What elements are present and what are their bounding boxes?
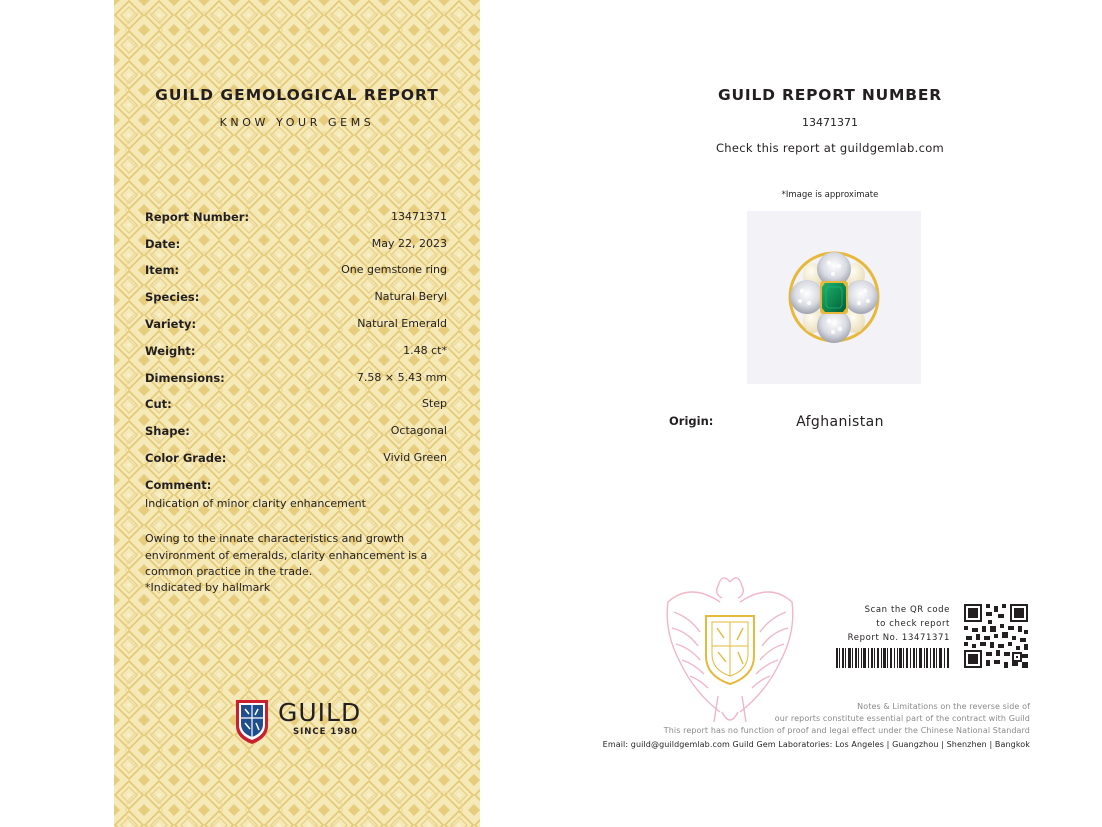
- ring-illustration: [747, 211, 921, 384]
- guild-wordmark: GUILD: [278, 698, 362, 727]
- field-item: [145, 263, 447, 279]
- comment-label: Comment:: [145, 478, 212, 492]
- ring-photo: [747, 211, 921, 384]
- field-value: May 22, 2023: [371, 237, 447, 250]
- qr-code-icon[interactable]: [962, 602, 1030, 670]
- field-label: Cut:: [145, 397, 172, 411]
- field-value: 7.58 × 5.43 mm: [356, 371, 447, 384]
- field-report-number: [145, 210, 447, 226]
- report-title: GUILD GEMOLOGICAL REPORT: [155, 86, 439, 104]
- footer-contact-line: Email: guild@guildgemlab.com Guild Gem Laboratories: Los Angeles | Guangzhou | Shenzhen | Bangkok: [602, 740, 1030, 749]
- guild-logo: [232, 696, 372, 746]
- footer-legal-line: This report has no function of proof and legal effect under the Chinese National Standard: [663, 726, 1030, 735]
- field-value: Vivid Green: [383, 451, 447, 464]
- field-value: 1.48 ct*: [403, 344, 447, 357]
- field-value: Natural Emerald: [357, 317, 447, 330]
- field-value: 13471371: [391, 210, 447, 223]
- field-value: Step: [421, 397, 447, 410]
- report-tagline: KNOW YOUR GEMS: [219, 116, 375, 129]
- origin-value: Afghanistan: [796, 414, 884, 430]
- field-species: [145, 290, 447, 306]
- footer-contract-line: our reports constitute essential part of the contract with Guild: [774, 714, 1030, 723]
- enhancement-note: [145, 531, 445, 581]
- field-color-grade: [145, 451, 447, 467]
- field-value: One gemstone ring: [341, 263, 447, 276]
- field-dimensions: [145, 371, 447, 387]
- field-label: Date:: [145, 237, 181, 251]
- field-date: [145, 237, 447, 253]
- field-value: Natural Beryl: [374, 290, 447, 303]
- field-label: Report Number:: [145, 210, 250, 224]
- field-label: Weight:: [145, 344, 196, 358]
- field-value: Octagonal: [390, 424, 447, 437]
- barcode-icon: [836, 648, 950, 668]
- hallmark-note: *Indicated by hallmark: [145, 581, 271, 594]
- comment-text: Indication of minor clarity enhancement: [145, 497, 366, 510]
- image-approx-note: *Image is approximate: [781, 190, 879, 200]
- note-line: Owing to the innate characteristics and growth: [145, 532, 405, 545]
- origin-label: Origin:: [669, 414, 714, 428]
- report-number-value: 13471371: [802, 116, 858, 129]
- left-report-panel: [114, 0, 480, 827]
- field-weight: [145, 344, 447, 360]
- field-label: Color Grade:: [145, 451, 227, 465]
- field-variety: [145, 317, 447, 333]
- guild-since: SINCE 1980: [293, 727, 359, 737]
- verify-link-text[interactable]: Check this report at guildgemlab.com: [715, 141, 945, 155]
- eagle-seal-icon: [660, 572, 800, 732]
- qr-report-number: Report No. 13471371: [847, 633, 950, 643]
- qr-instruction: Scan the QR code: [864, 605, 950, 615]
- footer-notes-line: Notes & Limitations on the reverse side of: [857, 702, 1030, 711]
- guild-shield-icon: [232, 696, 272, 746]
- field-cut: [145, 397, 447, 413]
- field-label: Variety:: [145, 317, 197, 331]
- note-line: environment of emeralds, clarity enhancement is a: [145, 548, 428, 562]
- field-shape: [145, 424, 447, 440]
- field-label: Item:: [145, 263, 180, 277]
- report-number-title: GUILD REPORT NUMBER: [717, 86, 942, 104]
- note-line: common practice in the trade.: [145, 565, 313, 578]
- qr-instruction: to check report: [876, 619, 950, 629]
- field-label: Shape:: [145, 424, 190, 438]
- field-label: Dimensions:: [145, 371, 225, 385]
- field-label: Species:: [145, 290, 200, 304]
